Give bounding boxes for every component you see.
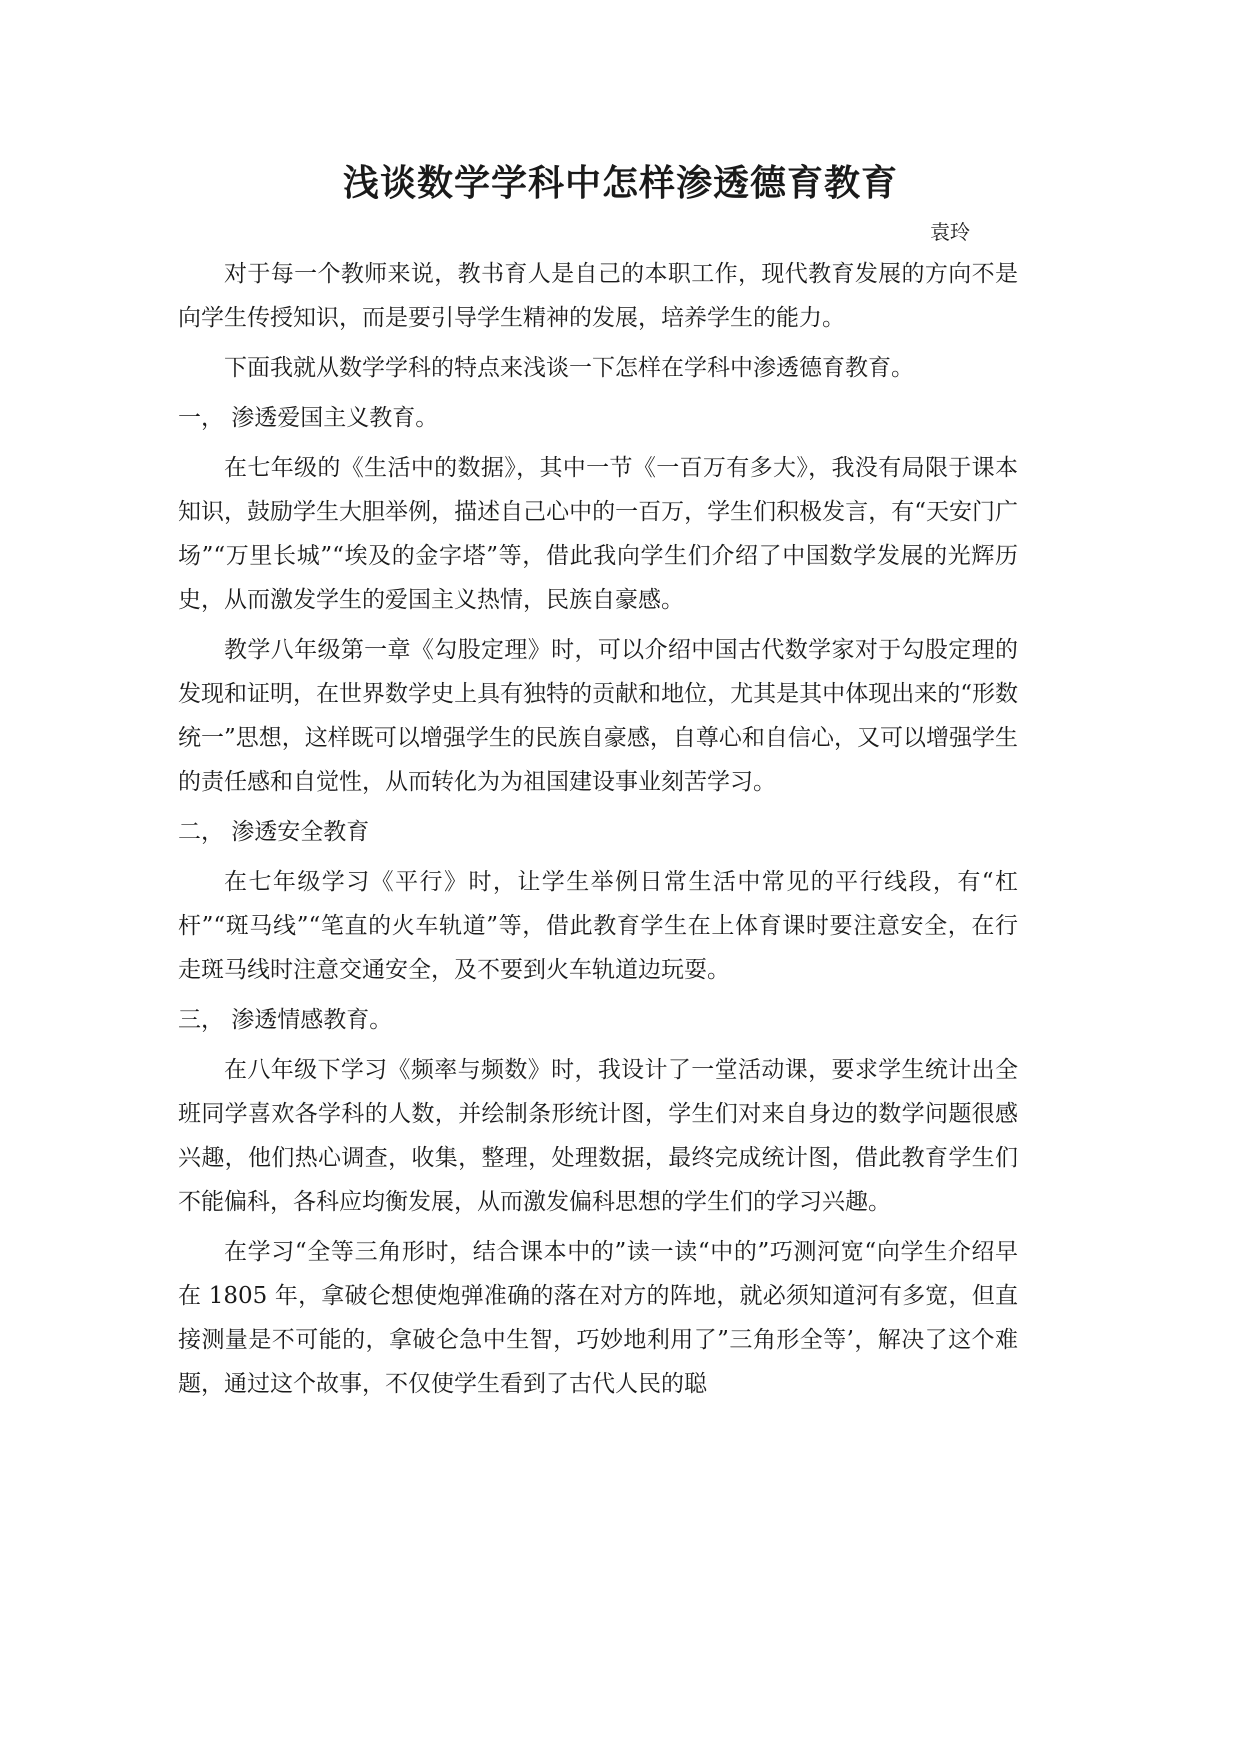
paragraph: 对于每一个教师来说，教书育人是自己的本职工作，现代教育发展的方向不是向学生传授知识，而是要引导学生精神的发展，培养学生的能力。 (178, 261, 1018, 331)
section-heading: 二， 渗透安全教育 (178, 819, 370, 845)
section-heading: 一， 渗透爱国主义教育。 (178, 405, 439, 431)
paragraph: 教学八年级第一章《勾股定理》时，可以介绍中国古代数学家对于勾股定理的发现和证明，在世界数学史上具有独特的贡献和地位，尤其是其中体现出来的“形数统一”思想，这样既可以增强学生的民族自豪感，自尊心和自信心，又可以增强学生的责任感和自觉性，从而转化为为祖国建设事业刻苦学习。 (178, 637, 1018, 795)
paragraph: 在学习“全等三角形时，结合课本中的”读一读“中的”巧测河宽“向学生介绍早在 1805 年，拿破仑想使炮弹准确的落在对方的阵地，就必须知道河有多宽，但直接测量是不可能的，拿破仑急中生智，巧妙地利用了”三角形全等’，解决了这个难题，通过这个故事，不仅使学生看到了古代人民的聪 (178, 1239, 1018, 1397)
section-heading: 三， 渗透情感教育。 (178, 1007, 393, 1033)
paragraph: 在八年级下学习《频率与频数》时，我设计了一堂活动课，要求学生统计出全班同学喜欢各学科的人数，并绘制条形统计图，学生们对来自身边的数学问题很感兴趣，他们热心调查，收集，整理，处理数据，最终完成统计图，借此教育学生们不能偏科，各科应均衡发展，从而激发偏科思想的学生们的学习兴趣。 (178, 1057, 1018, 1215)
document-title: 浅谈数学学科中怎样渗透德育教育 (342, 162, 898, 204)
paragraph: 在七年级学习《平行》时，让学生举例日常生活中常见的平行线段，有“杠杆”“斑马线”“笔直的火车轨道”等，借此教育学生在上体育课时要注意安全，在行走斑马线时注意交通安全，及不要到火车轨道边玩耍。 (178, 869, 1018, 983)
document-body (178, 252, 1018, 1412)
paragraph: 下面我就从数学学科的特点来浅谈一下怎样在学科中渗透德育教育。 (224, 355, 914, 381)
author-name: 袁玲 (930, 220, 970, 244)
paragraph: 在七年级的《生活中的数据》，其中一节《一百万有多大》，我没有局限于课本知识，鼓励学生大胆举例，描述自己心中的一百万，学生们积极发言，有“天安门广场”“万里长城”“埃及的金字塔”等，借此我向学生们介绍了中国数学发展的光辉历史，从而激发学生的爱国主义热情，民族自豪感。 (178, 455, 1018, 613)
